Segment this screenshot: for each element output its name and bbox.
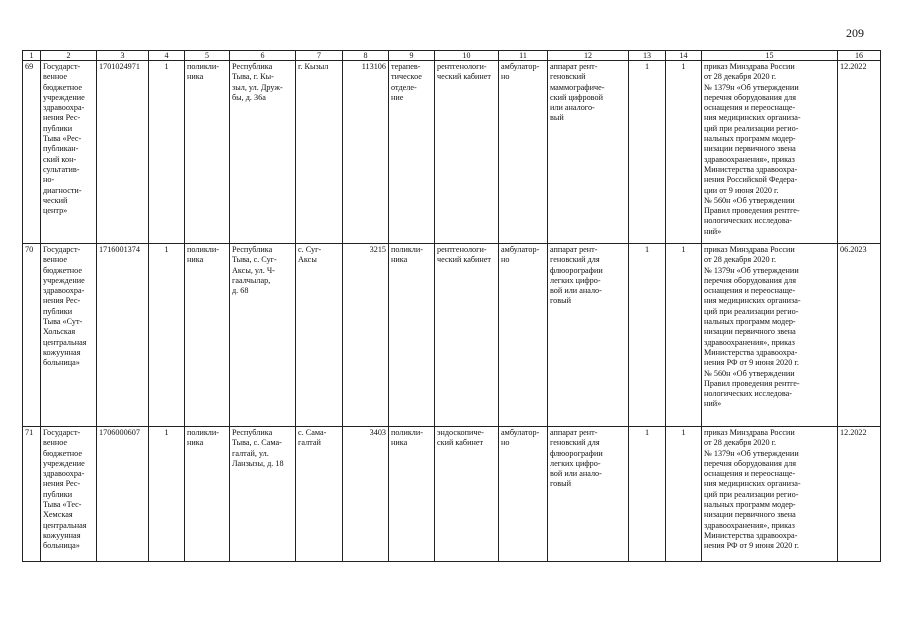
row-number: 71	[23, 427, 41, 562]
department: терапев- тическое отделе- ние	[389, 61, 435, 244]
unit-type: поликли- ника	[185, 61, 230, 244]
header-cell: 10	[435, 51, 499, 61]
department: поликли- ника	[389, 427, 435, 562]
header-cell: 3	[97, 51, 149, 61]
table-row	[23, 427, 881, 562]
care-form: амбулатор- но	[499, 427, 548, 562]
header-cell: 12	[548, 51, 629, 61]
table-header-row	[23, 51, 881, 61]
unit-type: поликли- ника	[185, 427, 230, 562]
population: 113106	[343, 61, 389, 244]
inn: 1706000607	[97, 427, 149, 562]
locality: с. Сама- галтай	[296, 427, 343, 562]
header-cell: 4	[149, 51, 185, 61]
unit-type: поликли- ника	[185, 244, 230, 427]
address: Республика Тыва, с. Суг- Аксы, ул. Ч- гаалчылар, д. 68	[230, 244, 296, 427]
regulation: приказ Минздрава России от 28 декабря 2020 г. № 1379н «Об утверждении перечня оборудования для оснащения и переоснаще- ния медицинских организа- ций при реализации регио- нальных программ модер- низации первичного звена здравоохранения», приказ Министерства здравоохра- нения РФ от 9 июня 2020 г.	[702, 427, 838, 562]
locality: с. Суг- Аксы	[296, 244, 343, 427]
inn: 1716001374	[97, 244, 149, 427]
header-cell: 6	[230, 51, 296, 61]
quantity-13: 1	[629, 244, 666, 427]
institution-name: Государст- венное бюджетное учреждение здравоохра- нения Рес- публики Тыва «Тес- Хемская центральная кожуунная больница»	[41, 427, 97, 562]
institution-name: Государст- венное бюджетное учреждение здравоохра- нения Рес- публики Тыва «Рес- публикан- ский кон- сультатив- но- диагности- ческий центр»	[41, 61, 97, 244]
address: Республика Тыва, с. Сама- галтай, ул. Ланзызы, д. 18	[230, 427, 296, 562]
regulation: приказ Минздрава России от 28 декабря 2020 г. № 1379н «Об утверждении перечня оборудования для оснащения и переоснаще- ния медицинских организа- ций при реализации регио- нальных программ модер- низации первичного звена здравоохранения», приказ Министерства здравоохра- нения Российской Федера- ции от 9 июня 2020 г. № 560н «Об утверждении Правил проведения рентге- нологических исследова- ний»	[702, 61, 838, 244]
deadline: 12.2022	[838, 427, 881, 562]
equipment: аппарат рент- геновский для флюорографии легких цифро- вой или анало- говый	[548, 427, 629, 562]
col-4: 1	[149, 427, 185, 562]
header-cell: 16	[838, 51, 881, 61]
header-cell: 14	[666, 51, 702, 61]
quantity-13: 1	[629, 427, 666, 562]
header-cell: 11	[499, 51, 548, 61]
department: поликли- ника	[389, 244, 435, 427]
address: Республика Тыва, г. Кы- зыл, ул. Друж- бы, д. 36а	[230, 61, 296, 244]
institution-name: Государст- венное бюджетное учреждение здравоохра- нения Рес- публики Тыва «Сут- Хольская центральная кожуунная больница»	[41, 244, 97, 427]
population: 3403	[343, 427, 389, 562]
equipment: аппарат рент- геновский для флюорографии легких цифро- вой или анало- говый	[548, 244, 629, 427]
header-cell: 9	[389, 51, 435, 61]
table-row	[23, 244, 881, 427]
inn: 1701024971	[97, 61, 149, 244]
care-form: амбулатор- но	[499, 61, 548, 244]
cabinet: рентгенологи- ческий кабинет	[435, 244, 499, 427]
header-cell: 1	[23, 51, 41, 61]
header-cell: 15	[702, 51, 838, 61]
header-cell: 8	[343, 51, 389, 61]
header-cell: 13	[629, 51, 666, 61]
deadline: 06.2023	[838, 244, 881, 427]
population: 3215	[343, 244, 389, 427]
equipment: аппарат рент- геновский маммографиче- ский цифровой или аналого- вый	[548, 61, 629, 244]
cabinet: эндоскопиче- ский кабинет	[435, 427, 499, 562]
row-number: 69	[23, 61, 41, 244]
header-cell: 2	[41, 51, 97, 61]
header-cell: 7	[296, 51, 343, 61]
table-row	[23, 61, 881, 244]
care-form: амбулатор- но	[499, 244, 548, 427]
header-cell: 5	[185, 51, 230, 61]
locality: г. Кызыл	[296, 61, 343, 244]
quantity-13: 1	[629, 61, 666, 244]
quantity-14: 1	[666, 61, 702, 244]
quantity-14: 1	[666, 244, 702, 427]
deadline: 12.2022	[838, 61, 881, 244]
page-number: 209	[846, 26, 864, 40]
col-4: 1	[149, 244, 185, 427]
quantity-14: 1	[666, 427, 702, 562]
cabinet: рентгенологи- ческий кабинет	[435, 61, 499, 244]
regulation: приказ Минздрава России от 28 декабря 2020 г. № 1379н «Об утверждении перечня оборудования для оснащения и переоснаще- ния медицинских организа- ций при реализации регио- нальных программ модер- низации первичного звена здравоохранения», приказ Министерства здравоохра- нения РФ от 9 июня 2020 г. № 560н «Об утверждении Правил проведения рентге- нологических исследова- ний»	[702, 244, 838, 427]
col-4: 1	[149, 61, 185, 244]
row-number: 70	[23, 244, 41, 427]
equipment-table	[22, 50, 881, 562]
